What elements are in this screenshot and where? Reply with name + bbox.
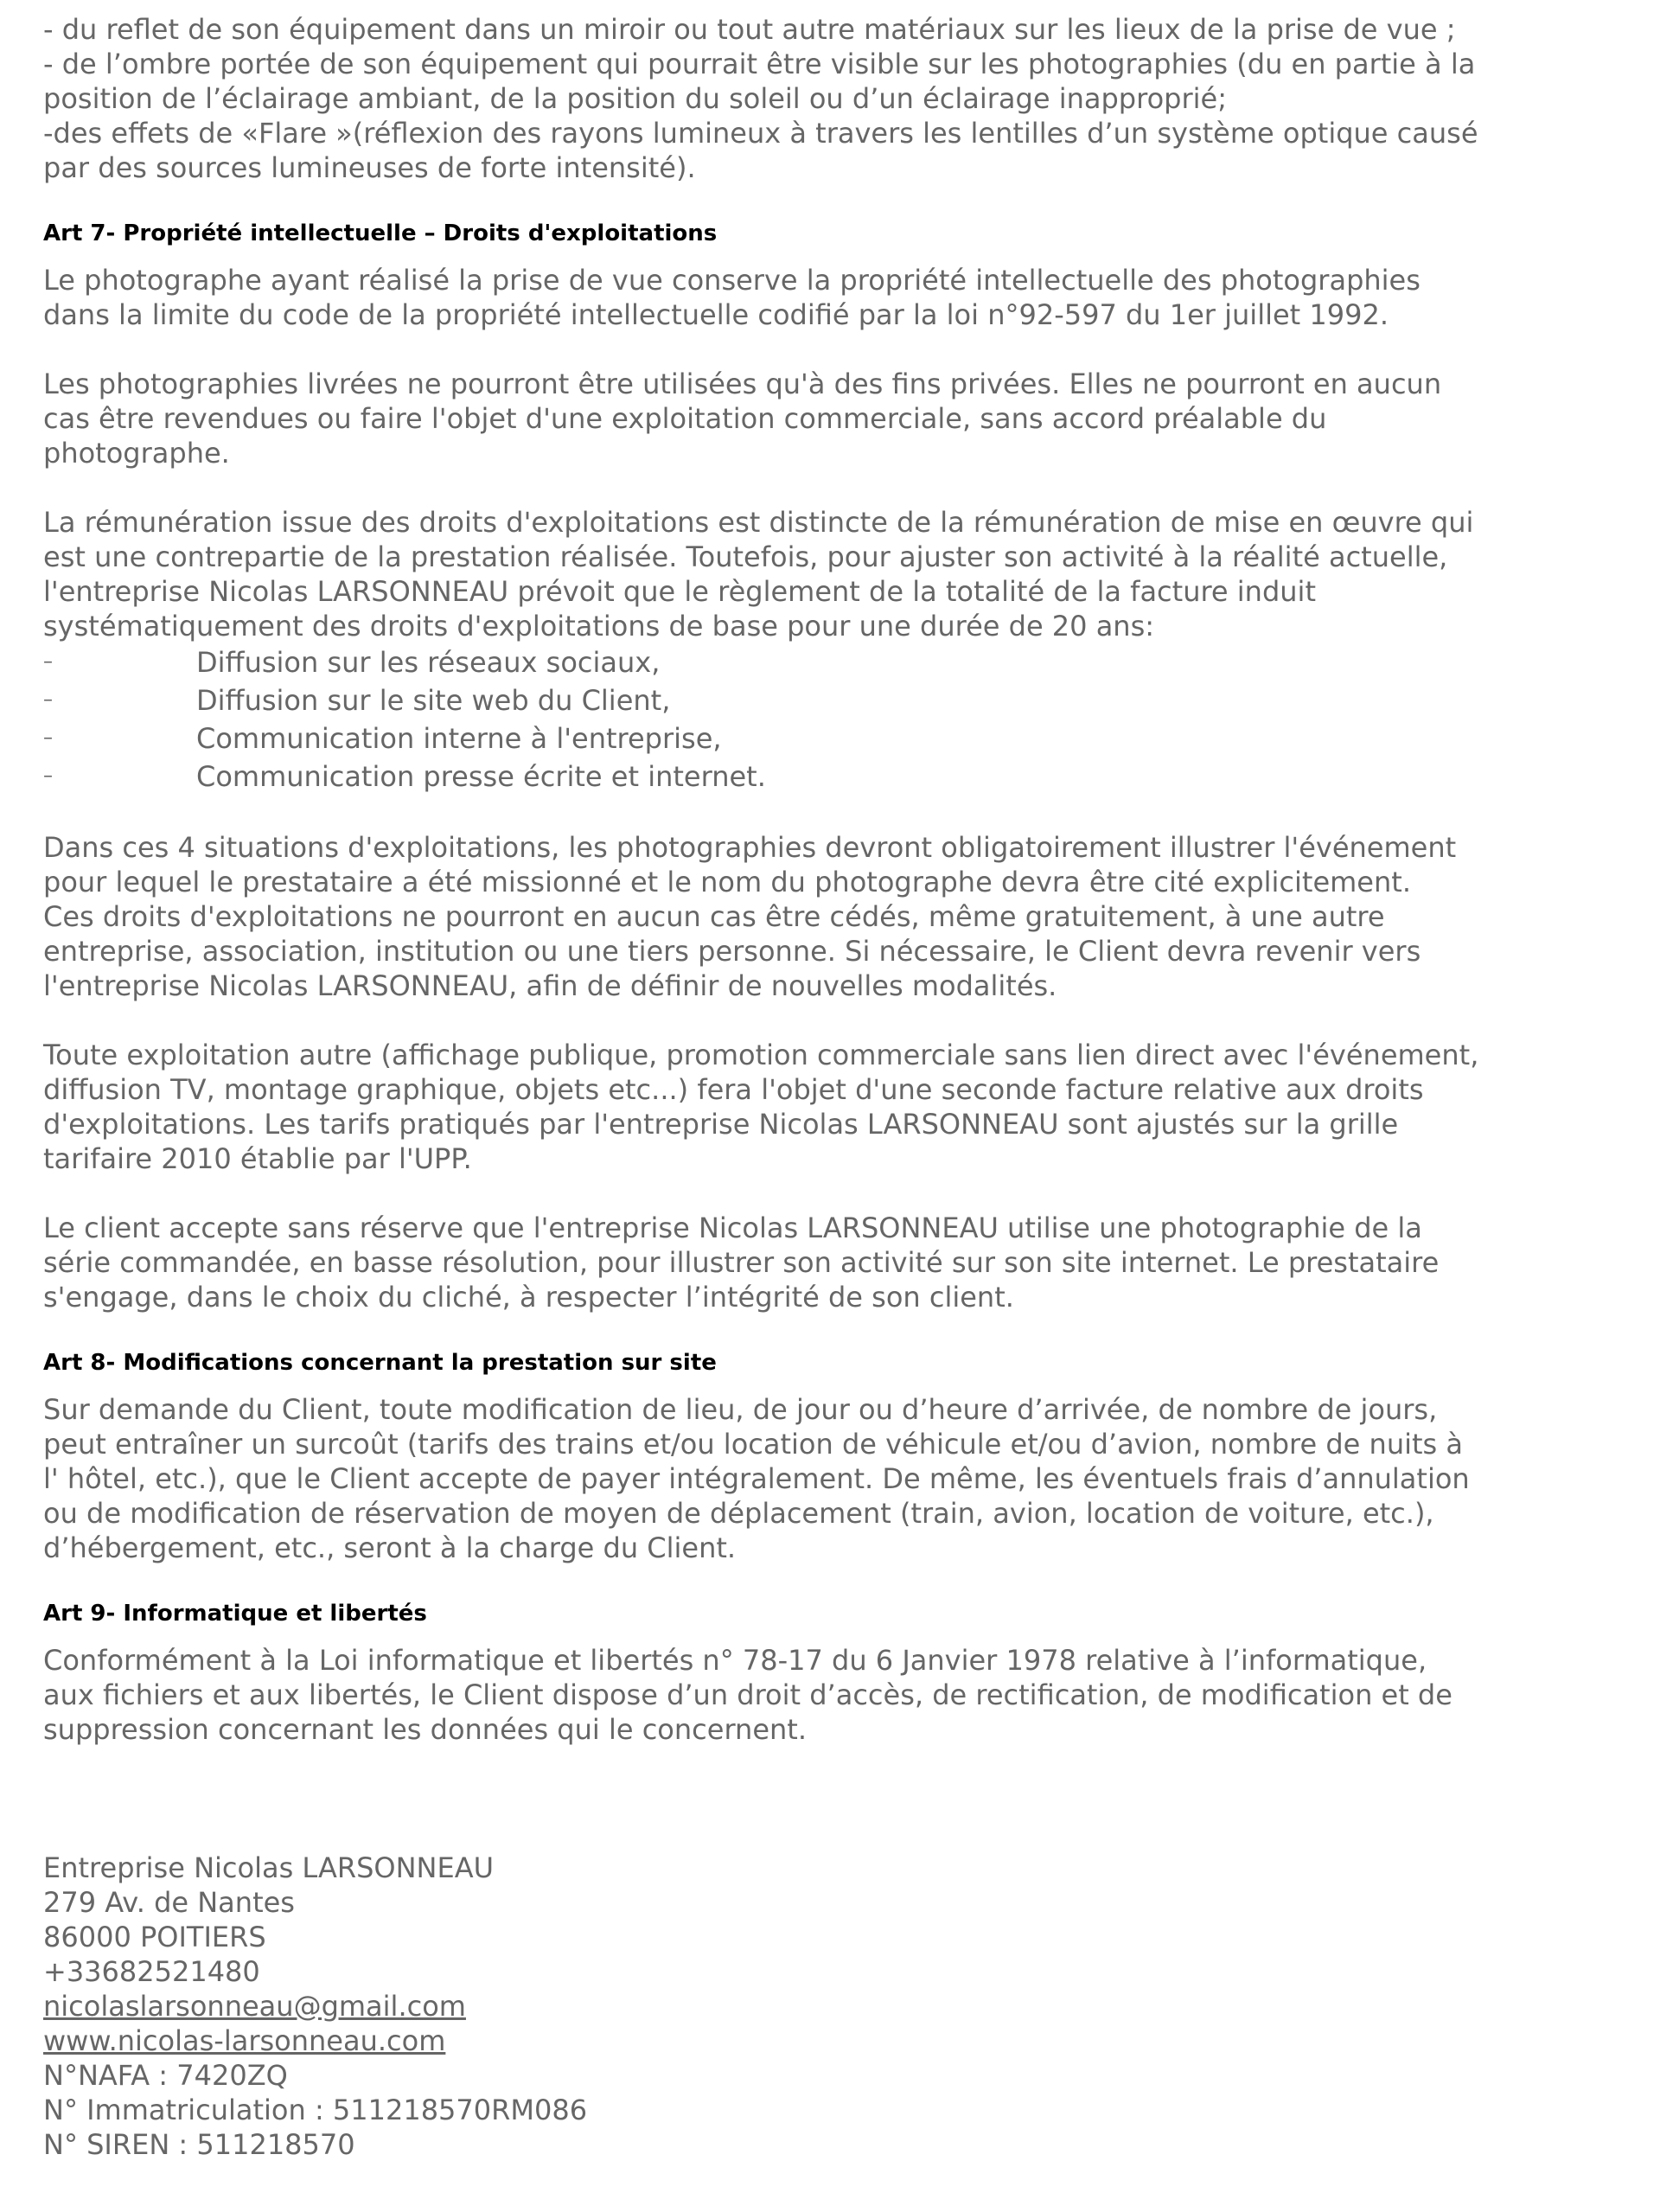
text-line: Les photographies livrées ne pourront être utilisées qu'à des fins privées. Elles ne pourront en aucun [43, 368, 1442, 400]
text-line: l'entreprise Nicolas LARSONNEAU, afin de définir de nouvelles modalités. [43, 969, 1057, 1002]
art7-heading: Art 7- Propriété intellectuelle – Droits d'exploitations [43, 221, 718, 246]
text-line: Le client accepte sans réserve que l'entreprise Nicolas LARSONNEAU utilise une photographie de la [43, 1211, 1422, 1244]
art7-paragraph-2 [43, 367, 1634, 470]
text-line: aux fichiers et aux libertés, le Client dispose d’un droit d’accès, de rectification, de modification et de [43, 1678, 1452, 1711]
list-dash: – [43, 765, 53, 787]
text-line: La rémunération issue des droits d'exploitations est distincte de la rémunération de mise en œuvre qui [43, 506, 1474, 539]
text-line: suppression concernant les données qui le concernent. [43, 1713, 807, 1746]
exploitation-rights-list [43, 643, 1634, 796]
art7-paragraph-4 [43, 830, 1634, 1003]
list-item [43, 758, 1634, 796]
text-line: s'engage, dans le choix du cliché, à respecter l’intégrité de son client. [43, 1281, 1014, 1314]
list-item-text: Diffusion sur le site web du Client, [196, 684, 671, 717]
text-line: pour lequel le prestataire a été missionné et le nom du photographe devra être cité explicitement. [43, 866, 1411, 898]
text-line: Dans ces 4 situations d'exploitations, les photographies devront obligatoirement illustrer l'événement [43, 831, 1457, 864]
list-dash: – [43, 689, 53, 711]
text-line: ou de modification de réservation de moyen de déplacement (train, avion, location de voiture, etc.), [43, 1497, 1434, 1530]
list-item [43, 643, 1634, 681]
art7-paragraph-1 [43, 263, 1634, 332]
list-dash: – [43, 727, 53, 749]
text-line: entreprise, association, institution ou une tiers personne. Si nécessaire, le Client devra revenir vers [43, 935, 1421, 968]
text-line: Sur demande du Client, toute modification de lieu, de jour ou d’heure d’arrivée, de nombre de jours, [43, 1393, 1438, 1426]
text-line: Ces droits d'exploitations ne pourront en aucun cas être cédés, même gratuitement, à une autre [43, 900, 1385, 933]
art7-paragraph-6 [43, 1211, 1634, 1314]
text-line: - de l’ombre portée de son équipement qui pourrait être visible sur les photographies (du en partie à la [43, 48, 1476, 80]
text-line: série commandée, en basse résolution, pour illustrer son activité sur son site internet. Le prestataire [43, 1246, 1440, 1279]
text-line: est une contrepartie de la prestation réalisée. Toutefois, pour ajuster son activité à la réalité actuelle, [43, 540, 1448, 573]
text-line: position de l’éclairage ambiant, de la position du soleil ou d’un éclairage inapproprié; [43, 82, 1227, 115]
art9-heading: Art 9- Informatique et libertés [43, 1601, 427, 1627]
list-item-text: Communication presse écrite et internet. [196, 760, 766, 793]
text-line: d'exploitations. Les tarifs pratiqués par l'entreprise Nicolas LARSONNEAU sont ajustés sur la grille [43, 1108, 1399, 1141]
siren-number: N° SIREN : 511218570 [43, 2128, 355, 2161]
art8-heading: Art 8- Modifications concernant la prestation sur site [43, 1350, 717, 1376]
text-line: - du reflet de son équipement dans un miroir ou tout autre matériaux sur les lieux de la prise de vue ; [43, 13, 1456, 46]
text-line: Le photographe ayant réalisé la prise de vue conserve la propriété intellectuelle des photographies [43, 264, 1421, 297]
email-link[interactable]: nicolaslarsonneau@gmail.com [43, 1990, 466, 2023]
list-item-text: Diffusion sur les réseaux sociaux, [196, 646, 661, 679]
text-line: -des effets de «Flare »(réflexion des rayons lumineux à travers les lentilles d’un système optique causé [43, 117, 1478, 150]
text-line: tarifaire 2010 établie par l'UPP. [43, 1142, 472, 1175]
text-line: diffusion TV, montage graphique, objets etc...) fera l'objet d'une seconde facture relative aux droits [43, 1073, 1424, 1106]
list-item [43, 719, 1634, 758]
website-link[interactable]: www.nicolas-larsonneau.com [43, 2024, 446, 2057]
nafa-number: N°NAFA : 7420ZQ [43, 2059, 288, 2092]
text-line: Conformément à la Loi informatique et libertés n° 78-17 du 6 Janvier 1978 relative à l’informatique, [43, 1644, 1427, 1677]
contact-block [43, 1851, 1634, 2162]
text-line: peut entraîner un surcoût (tarifs des trains et/ou location de véhicule et/ou d’avion, nombre de nuits à [43, 1428, 1463, 1461]
street-address: 279 Av. de Nantes [43, 1886, 295, 1919]
text-line: systématiquement des droits d'exploitations de base pour une durée de 20 ans: [43, 610, 1155, 643]
list-item [43, 681, 1634, 719]
art9-paragraph-1 [43, 1643, 1634, 1747]
art7-paragraph-5 [43, 1038, 1634, 1176]
art7-paragraph-3 [43, 505, 1634, 643]
text-line: dans la limite du code de la propriété intellectuelle codifié par la loi n°92-597 du 1er juillet 1992. [43, 298, 1389, 331]
intro-continuation-paragraph [43, 12, 1634, 185]
text-line: l' hôtel, etc.), que le Client accepte de payer intégralement. De même, les éventuels frais d’annulation [43, 1462, 1470, 1495]
phone-number: +33682521480 [43, 1955, 260, 1988]
text-line: cas être revendues ou faire l'objet d'une exploitation commerciale, sans accord préalable du [43, 402, 1327, 435]
art8-paragraph-1 [43, 1392, 1634, 1565]
text-line: photographe. [43, 437, 230, 470]
company-name: Entreprise Nicolas LARSONNEAU [43, 1851, 495, 1884]
text-line: Toute exploitation autre (affichage publique, promotion commerciale sans lien direct avec l'événement, [43, 1039, 1479, 1071]
text-line: l'entreprise Nicolas LARSONNEAU prévoit que le règlement de la totalité de la facture induit [43, 575, 1316, 608]
list-dash: – [43, 651, 53, 673]
list-item-text: Communication interne à l'entreprise, [196, 722, 722, 755]
city-address: 86000 POITIERS [43, 1921, 266, 1953]
text-line: par des sources lumineuses de forte intensité). [43, 151, 696, 184]
document-page [43, 12, 1634, 2162]
immatriculation-number: N° Immatriculation : 511218570RM086 [43, 2094, 588, 2126]
text-line: d’hébergement, etc., seront à la charge du Client. [43, 1531, 737, 1564]
